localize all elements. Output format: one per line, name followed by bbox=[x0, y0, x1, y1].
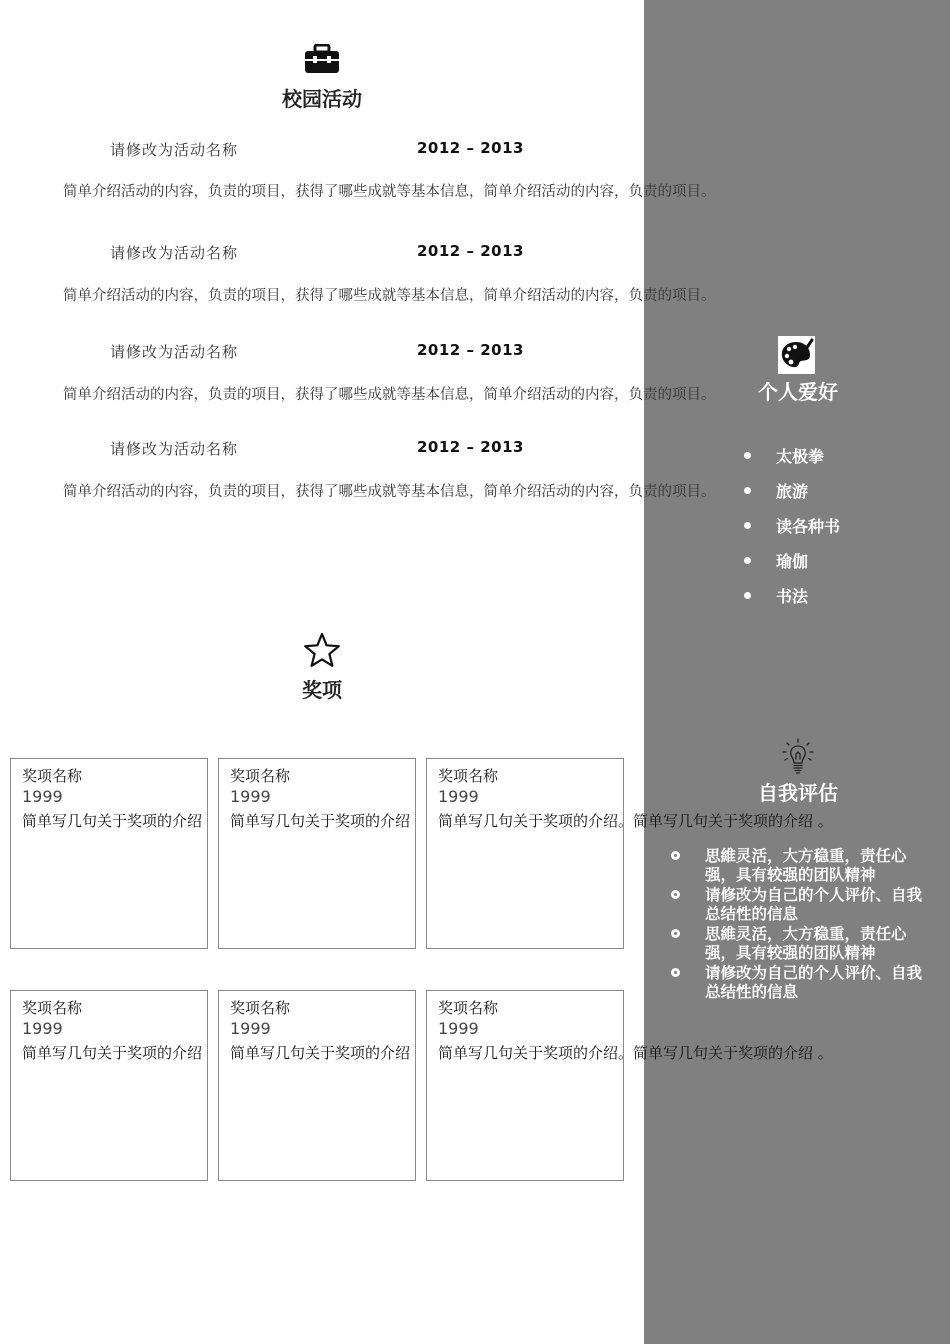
award-name: 奖项名称 bbox=[438, 767, 499, 785]
award-desc: 简单写几句关于奖项的介绍 bbox=[22, 812, 203, 830]
activity-name: 请修改为活动名称 bbox=[110, 343, 239, 361]
award-card bbox=[10, 990, 208, 1181]
activity-desc: 简单介绍活动的内容，负责的项目，获得了哪些成就等基本信息，简单介绍活动的内容，负责的项目。 bbox=[63, 288, 716, 304]
activity-date: 2012 – 2013 bbox=[417, 438, 524, 456]
activity-name: 请修改为活动名称 bbox=[110, 244, 239, 262]
hobby-item: 读各种书 bbox=[744, 514, 840, 537]
award-card bbox=[218, 990, 416, 1181]
self-eval-item: 思維灵活，大方稳重，责任心强，具有较强的团队精神 bbox=[672, 847, 932, 885]
award-year: 1999 bbox=[438, 787, 479, 806]
award-year: 1999 bbox=[438, 1019, 479, 1038]
award-year: 1999 bbox=[22, 787, 63, 806]
activity-name: 请修改为活动名称 bbox=[110, 440, 239, 458]
award-name: 奖项名称 bbox=[438, 999, 499, 1017]
activity-desc: 简单介绍活动的内容，负责的项目，获得了哪些成就等基本信息，简单介绍活动的内容，负责的项目。 bbox=[63, 387, 716, 403]
hobby-item: 太极拳 bbox=[744, 444, 824, 467]
self-eval-item: 请修改为自己的个人评价、自我总结性的信息 bbox=[672, 964, 932, 1002]
award-card bbox=[218, 758, 416, 949]
hobby-item: 书法 bbox=[744, 584, 808, 607]
self-eval-section-title: 自我评估 bbox=[758, 781, 838, 805]
award-desc: 简单写几句关于奖项的介绍 bbox=[230, 1044, 411, 1062]
bullet-icon bbox=[672, 969, 679, 976]
palette-icon bbox=[778, 336, 815, 378]
bullet-icon bbox=[672, 891, 679, 898]
award-desc: 简单写几句关于奖项的介绍。简单写几句关于奖项的介绍 。 bbox=[438, 812, 833, 830]
activity-name: 请修改为活动名称 bbox=[110, 141, 239, 159]
award-year: 1999 bbox=[230, 787, 271, 806]
award-desc: 简单写几句关于奖项的介绍 bbox=[230, 812, 411, 830]
award-name: 奖项名称 bbox=[230, 767, 291, 785]
self-eval-item: 思維灵活，大方稳重，责任心强，具有较强的团队精神 bbox=[672, 925, 932, 963]
right-sidebar bbox=[644, 0, 950, 1344]
lightbulb-icon bbox=[780, 738, 816, 780]
bullet-icon bbox=[672, 852, 679, 859]
hobbies-section-title: 个人爱好 bbox=[758, 380, 838, 404]
campus-section-title: 校园活动 bbox=[282, 87, 362, 111]
activity-desc: 简单介绍活动的内容，负责的项目，获得了哪些成就等基本信息，简单介绍活动的内容，负责的项目。 bbox=[63, 184, 716, 200]
activity-date: 2012 – 2013 bbox=[417, 242, 524, 260]
award-card bbox=[10, 758, 208, 949]
activity-date: 2012 – 2013 bbox=[417, 139, 524, 157]
toolbox-icon bbox=[304, 44, 340, 78]
award-year: 1999 bbox=[230, 1019, 271, 1038]
award-name: 奖项名称 bbox=[22, 999, 83, 1017]
award-name: 奖项名称 bbox=[230, 999, 291, 1017]
bullet-icon bbox=[672, 930, 679, 937]
awards-section-title: 奖项 bbox=[302, 678, 342, 702]
activity-desc: 简单介绍活动的内容，负责的项目，获得了哪些成就等基本信息，简单介绍活动的内容，负责的项目。 bbox=[63, 484, 716, 500]
award-desc: 简单写几句关于奖项的介绍 bbox=[22, 1044, 203, 1062]
activity-date: 2012 – 2013 bbox=[417, 341, 524, 359]
hobby-item: 瑜伽 bbox=[744, 549, 808, 572]
award-year: 1999 bbox=[22, 1019, 63, 1038]
star-icon bbox=[303, 632, 341, 672]
award-name: 奖项名称 bbox=[22, 767, 83, 785]
award-desc: 简单写几句关于奖项的介绍。简单写几句关于奖项的介绍 。 bbox=[438, 1044, 833, 1062]
self-eval-item: 请修改为自己的个人评价、自我总结性的信息 bbox=[672, 886, 932, 924]
hobby-item: 旅游 bbox=[744, 479, 808, 502]
award-card bbox=[426, 990, 833, 1181]
